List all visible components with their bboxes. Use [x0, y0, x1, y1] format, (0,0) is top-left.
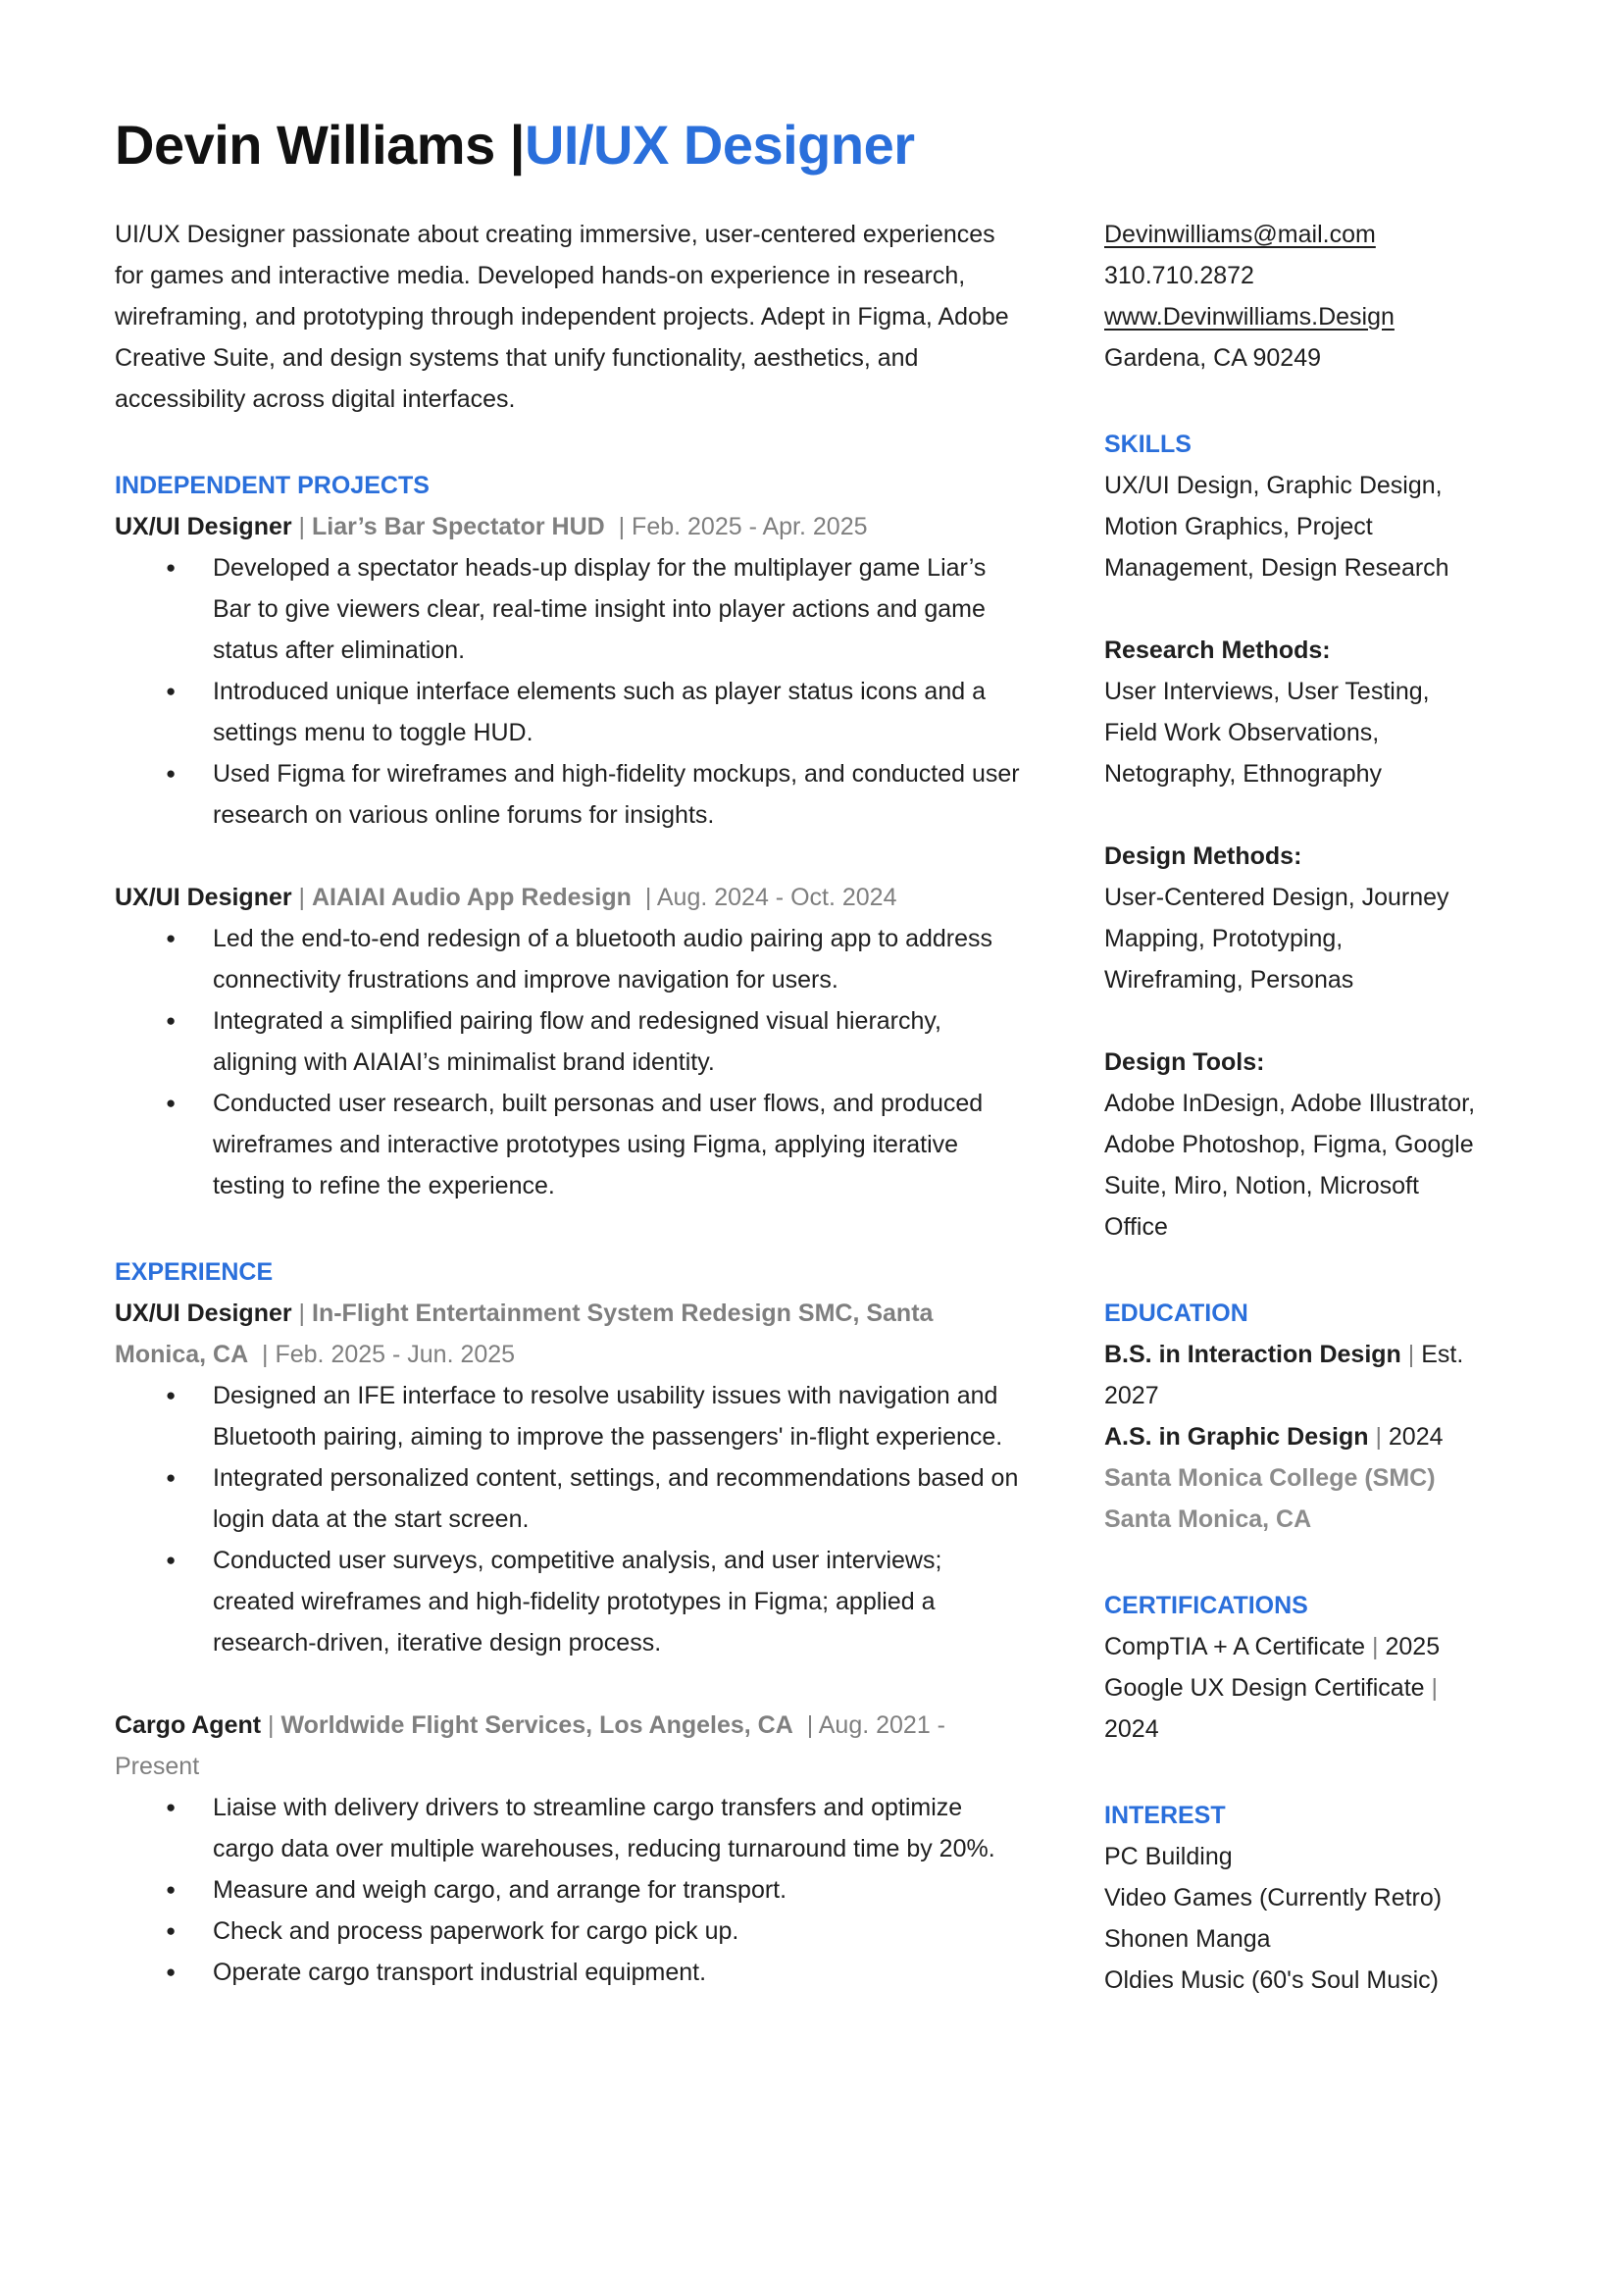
- separator: |: [1368, 1423, 1389, 1451]
- job-title: UX/UI Designer: [115, 884, 292, 911]
- person-name: Devin Williams |: [115, 114, 525, 176]
- email-link[interactable]: Devinwilliams@mail.com: [1104, 221, 1376, 248]
- school-line: Santa Monica College (SMC): [1104, 1464, 1436, 1492]
- separator: |: [1400, 1341, 1422, 1368]
- skills-list: User Interviews, User Testing, Field Work Observations, Netography, Ethnography: [1104, 678, 1430, 788]
- separator: |: [1365, 1633, 1386, 1660]
- separator: |: [261, 1711, 281, 1739]
- section-independent-projects: [115, 465, 1027, 1206]
- job-dates: Feb. 2025 - Jun. 2025: [275, 1341, 516, 1368]
- separator: |: [1424, 1674, 1438, 1702]
- contact-website-line: [1104, 296, 1487, 337]
- job-title-line: [115, 877, 1027, 918]
- job-title-line: [115, 1293, 1027, 1375]
- interest-item: Oldies Music (60's Soul Music): [1104, 1966, 1439, 1994]
- section-education: [1104, 1293, 1487, 1540]
- certification-title: Google UX Design Certificate: [1104, 1674, 1425, 1702]
- degree-date: 2024: [1388, 1423, 1444, 1451]
- section-experience: [115, 1251, 1027, 1993]
- bullet-list: [115, 547, 1027, 836]
- certification-date: 2025: [1385, 1633, 1441, 1660]
- section-heading-independent-projects: INDEPENDENT PROJECTS: [115, 472, 430, 499]
- skills-category-label: Design Tools:: [1104, 1048, 1265, 1076]
- separator: |: [604, 513, 633, 540]
- contact-email-line: [1104, 214, 1487, 255]
- certification: [1104, 1626, 1487, 1667]
- separator: |: [792, 1711, 819, 1739]
- skills-block: [1104, 1042, 1487, 1248]
- bullet-list: [115, 1375, 1027, 1663]
- resume-body: [115, 214, 1487, 2001]
- section-heading-skills: SKILLS: [1104, 431, 1192, 458]
- section-certifications: [1104, 1585, 1487, 1750]
- job-title: Cargo Agent: [115, 1711, 262, 1739]
- skills-block: [1104, 630, 1487, 794]
- bullet-item: ● Developed a spectator heads-up display for the multiplayer game Liar’s Bar to give viewers clear, real-time insight into player actions and game status after elimination.: [115, 547, 1027, 671]
- location-text: Gardena, CA 90249: [1104, 344, 1321, 372]
- bullet-item: ● Led the end-to-end redesign of a bluetooth audio pairing app to address connectivity frustrations and improve navigation for users.: [115, 918, 1027, 1000]
- phone-number: 310.710.2872: [1104, 262, 1254, 289]
- separator: |: [631, 884, 657, 911]
- bullet-list: [115, 1787, 1027, 1993]
- skills-list: UX/UI Design, Graphic Design, Motion Graphics, Project Management, Design Research: [1104, 472, 1449, 582]
- certification-title: CompTIA + A Certificate: [1104, 1633, 1366, 1660]
- school-line: Santa Monica, CA: [1104, 1505, 1312, 1533]
- section-interest: [1104, 1795, 1487, 2001]
- degree: [1104, 1416, 1487, 1457]
- skills-list: User-Centered Design, Journey Mapping, Prototyping, Wireframing, Personas: [1104, 884, 1449, 994]
- degree-title: B.S. in Interaction Design: [1104, 1341, 1401, 1368]
- section-heading-education: EDUCATION: [1104, 1300, 1248, 1327]
- person-role: UI/UX Designer: [524, 114, 915, 176]
- job-dates: Aug. 2021 - Present: [115, 1711, 946, 1780]
- skills-block: [1104, 465, 1487, 588]
- bullet-item: ● Integrated a simplified pairing flow and redesigned visual hierarchy, aligning with AIAIAI’s minimalist brand identity.: [115, 1000, 1027, 1083]
- job-subtitle: In-Flight Entertainment System Redesign SMC, Santa Monica, CA: [115, 1300, 934, 1368]
- job-title: UX/UI Designer: [115, 513, 292, 540]
- bullet-item: ● Check and process paperwork for cargo pick up.: [115, 1911, 1027, 1952]
- bullet-item: ● Designed an IFE interface to resolve usability issues with navigation and Bluetooth pairing, aiming to improve the passengers' in-flight experience.: [115, 1375, 1027, 1457]
- separator: |: [291, 1300, 312, 1327]
- degree-title: A.S. in Graphic Design: [1104, 1423, 1369, 1451]
- section-heading-experience: EXPERIENCE: [115, 1258, 274, 1286]
- degree: [1104, 1334, 1487, 1416]
- degree-date: Est. 2027: [1104, 1341, 1464, 1409]
- certification-date: 2024: [1104, 1715, 1159, 1743]
- skills-category-label: Research Methods:: [1104, 637, 1331, 664]
- bullet-item: ● Operate cargo transport industrial equipment.: [115, 1952, 1027, 1993]
- contact-block: [1104, 214, 1487, 379]
- job-entry: [115, 506, 1027, 836]
- interest-item: Shonen Manga: [1104, 1925, 1271, 1953]
- job-subtitle: Worldwide Flight Services, Los Angeles, CA: [280, 1711, 793, 1739]
- separator: |: [248, 1341, 276, 1368]
- separator: |: [291, 513, 312, 540]
- interest-item: PC Building: [1104, 1843, 1233, 1870]
- website-link[interactable]: www.Devinwilliams.Design: [1104, 303, 1395, 331]
- job-title-line: [115, 1705, 1027, 1787]
- separator: |: [291, 884, 312, 911]
- bullet-item: ● Measure and weigh cargo, and arrange for transport.: [115, 1869, 1027, 1911]
- job-title: UX/UI Designer: [115, 1300, 292, 1327]
- section-heading-certifications: CERTIFICATIONS: [1104, 1592, 1308, 1619]
- summary-paragraph: UI/UX Designer passionate about creating immersive, user-centered experiences for games and interactive media. Developed hands-on experience in research, wireframing, and prototyping through independent projects. Adept in Figma, Adobe Creative Suite, and design systems that unify functionality, aesthetics, and accessibility across digital interfaces.: [115, 221, 1009, 413]
- job-subtitle: Liar’s Bar Spectator HUD: [312, 513, 605, 540]
- section-skills: [1104, 424, 1487, 1248]
- skills-category-label: Design Methods:: [1104, 842, 1302, 870]
- job-entry: [115, 1293, 1027, 1663]
- job-entry: [115, 877, 1027, 1206]
- bullet-item: ● Used Figma for wireframes and high-fidelity mockups, and conducted user research on various online forums for insights.: [115, 753, 1027, 836]
- bullet-item: ● Conducted user surveys, competitive analysis, and user interviews; created wireframes and high-fidelity prototypes in Figma; applied a research-driven, iterative design process.: [115, 1540, 1027, 1663]
- bullet-item: ● Liaise with delivery drivers to streamline cargo transfers and optimize cargo data over multiple warehouses, reducing turnaround time by 20%.: [115, 1787, 1027, 1869]
- skills-list: Adobe InDesign, Adobe Illustrator, Adobe Photoshop, Figma, Google Suite, Miro, Notion, Microsoft Office: [1104, 1090, 1476, 1241]
- certification: [1104, 1667, 1487, 1750]
- bullet-item: ● Introduced unique interface elements such as player status icons and a settings menu to toggle HUD.: [115, 671, 1027, 753]
- job-entry: [115, 1705, 1027, 1993]
- bullet-item: ● Conducted user research, built personas and user flows, and produced wireframes and interactive prototypes using Figma, applying iterative testing to refine the experience.: [115, 1083, 1027, 1206]
- bullet-list: [115, 918, 1027, 1206]
- job-title-line: [115, 506, 1027, 547]
- skills-block: [1104, 836, 1487, 1000]
- job-dates: Feb. 2025 - Apr. 2025: [632, 513, 868, 540]
- bullet-item: ● Integrated personalized content, settings, and recommendations based on login data at the start screen.: [115, 1457, 1027, 1540]
- job-dates: Aug. 2024 - Oct. 2024: [656, 884, 897, 911]
- left-column: [115, 214, 1027, 1993]
- page-title: [115, 110, 1487, 180]
- section-heading-interest: INTEREST: [1104, 1802, 1226, 1829]
- right-column: [1104, 214, 1487, 2001]
- interest-item: Video Games (Currently Retro): [1104, 1884, 1443, 1912]
- job-subtitle: AIAIAI Audio App Redesign: [312, 884, 632, 911]
